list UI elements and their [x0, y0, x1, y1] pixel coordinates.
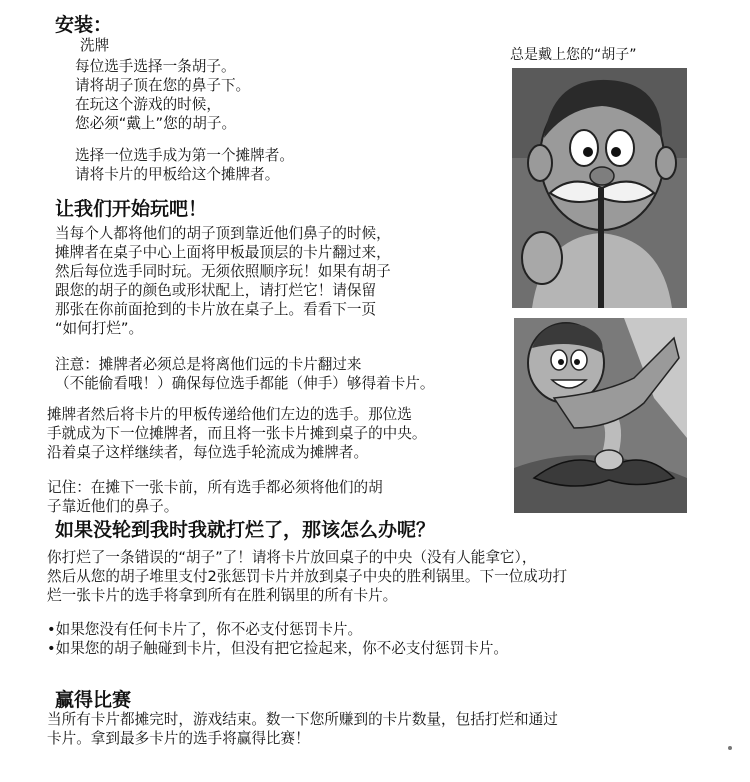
text-line: 当每个人都将他们的胡子顶到靠近他们鼻子的时候， [55, 225, 391, 242]
text-line: （不能偷看哦！）确保每位选手都能（伸手）够得着卡片。 [55, 375, 435, 392]
text-line: 请将胡子顶在您的鼻子下。 [75, 77, 251, 94]
text-line: 跟您的胡子的颜色或形状配上，请打烂它！请保留 [55, 282, 377, 299]
play-paragraph-2 [47, 405, 426, 462]
text-line: 手就成为下一位摊牌者，而且将一张卡片摊到桌子的中央。 [47, 425, 427, 442]
text-line: 在玩这个游戏的时候， [75, 96, 221, 113]
bullet-item: •如果您没有任何卡片了，你不必支付惩罚卡片。 [47, 621, 363, 638]
text-line: 摊牌者然后将卡片的甲板传递给他们左边的选手。那位选 [47, 406, 412, 423]
missed-paragraph [47, 548, 567, 605]
penalty-bullets [47, 620, 508, 658]
play-heading: 让我们开始玩吧！ [55, 198, 208, 220]
win-heading: 赢得比赛 [55, 689, 132, 711]
play-paragraph-1 [55, 224, 391, 338]
text-line: 请将卡片的甲板给这个摊牌者。 [75, 166, 280, 183]
shuffle-line: 洗牌 [80, 37, 110, 54]
text-line: 沿着桌子这样继续者，每位选手轮流成为摊牌者。 [47, 444, 369, 461]
mustache-boy-icon [512, 68, 687, 308]
text-line: 那张在你前面抢到的卡片放在桌子上。看看下一页 [55, 301, 377, 318]
setup-paragraph-1 [75, 57, 250, 133]
text-line: 当所有卡片都摊完时，游戏结束。数一下您所赚到的卡片数量，包括打烂和通过 [47, 711, 558, 728]
text-line: 卡片。拿到最多卡片的选手将赢得比赛！ [47, 730, 310, 747]
shuffle-text [80, 36, 109, 55]
win-paragraph [47, 710, 558, 748]
text-line: 摊牌者在桌子中心上面将甲板最顶层的卡片翻过来， [55, 244, 391, 261]
text-line: 您必须“戴上”您的胡子。 [75, 115, 237, 132]
play-note-2 [47, 478, 383, 516]
text-line: 子靠近他们的鼻子。 [47, 498, 179, 515]
text-line: 你打烂了一条错误的“胡子”了！请将卡片放回桌子的中央（没有人能拿它）， [47, 549, 537, 566]
text-line: 烂一张卡片的选手将拿到所有在胜利锅里的所有卡片。 [47, 587, 398, 604]
mustache-boy-illustration [512, 68, 687, 308]
slap-action-icon [514, 318, 687, 513]
play-note-1 [55, 355, 434, 393]
text-line: 注意：摊牌者必须总是将离他们远的卡片翻过来 [55, 356, 362, 373]
text-line: “如何打烂”。 [55, 320, 144, 337]
missed-heading: 如果没轮到我时我就打烂了，那该怎么办呢？ [55, 519, 436, 541]
scan-speck [728, 746, 732, 750]
slapping-boy-illustration [514, 318, 687, 513]
setup-paragraph-2 [75, 146, 294, 184]
text-line: 记住：在摊下一张卡前，所有选手都必须将他们的胡 [47, 479, 383, 496]
text-line: 然后每位选手同时玩。无须依照顺序玩！如果有胡子 [55, 263, 391, 280]
setup-heading: 安装： [55, 14, 113, 36]
text-line: 每位选手选择一条胡子。 [75, 58, 236, 75]
bullet-item: •如果您的胡子触碰到卡片，但没有把它捡起来，你不必支付惩罚卡片。 [47, 640, 509, 657]
text-line: 选择一位选手成为第一个摊牌者。 [75, 147, 294, 164]
image-caption: 总是戴上您的“胡子” [510, 47, 637, 63]
text-line: 然后从您的胡子堆里支付2张惩罚卡片并放到桌子中央的胜利锅里。下一位成功打 [47, 568, 568, 585]
